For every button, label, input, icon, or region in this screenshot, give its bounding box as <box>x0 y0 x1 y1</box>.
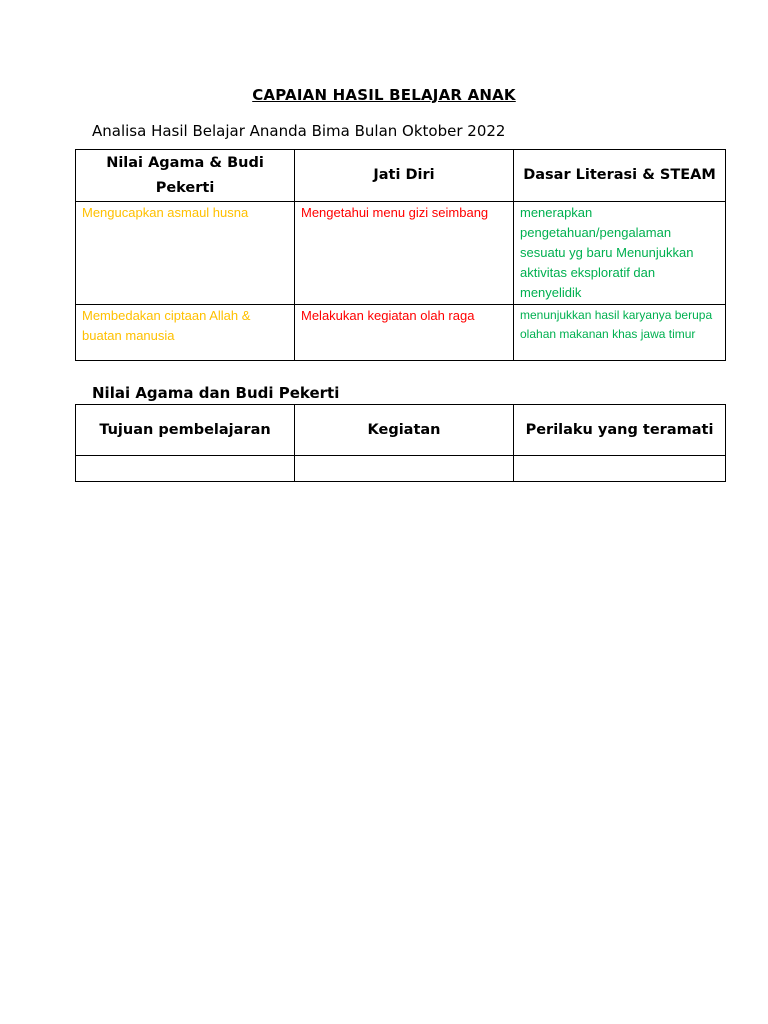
header-literasi-steam: Dasar Literasi & STEAM <box>514 150 726 202</box>
document-title: CAPAIAN HASIL BELAJAR ANAK <box>252 86 516 104</box>
header-perilaku: Perilaku yang teramati <box>514 405 726 456</box>
table-cell <box>295 456 514 482</box>
table-cell: Mengetahui menu gizi seimbang <box>295 202 514 305</box>
table-cell: Mengucapkan asmaul husna <box>76 202 295 305</box>
observation-table <box>75 404 726 482</box>
table-header-row <box>76 405 726 456</box>
document-subtitle: Analisa Hasil Belajar Ananda Bima Bulan Oktober 2022 <box>92 122 506 140</box>
header-kegiatan: Kegiatan <box>295 405 514 456</box>
table-cell: Membedakan ciptaan Allah & buatan manusia <box>76 305 295 361</box>
table-cell: menunjukkan hasil karyanya berupa olahan makanan khas jawa timur <box>514 305 726 361</box>
table-cell <box>76 456 295 482</box>
table-row <box>76 305 726 361</box>
header-nilai-agama: Nilai Agama & Budi Pekerti <box>76 150 295 202</box>
table-cell: menerapkan pengetahuan/pengalaman sesuatu yg baru Menunjukkan aktivitas eksploratif dan menyelidik <box>514 202 726 305</box>
header-jati-diri: Jati Diri <box>295 150 514 202</box>
header-tujuan: Tujuan pembelajaran <box>76 405 295 456</box>
table-cell: Melakukan kegiatan olah raga <box>295 305 514 361</box>
table-row <box>76 202 726 305</box>
section-heading: Nilai Agama dan Budi Pekerti <box>92 384 340 402</box>
table-row <box>76 456 726 482</box>
table-header-row <box>76 150 726 202</box>
table-cell <box>514 456 726 482</box>
learning-outcomes-table <box>75 149 726 361</box>
